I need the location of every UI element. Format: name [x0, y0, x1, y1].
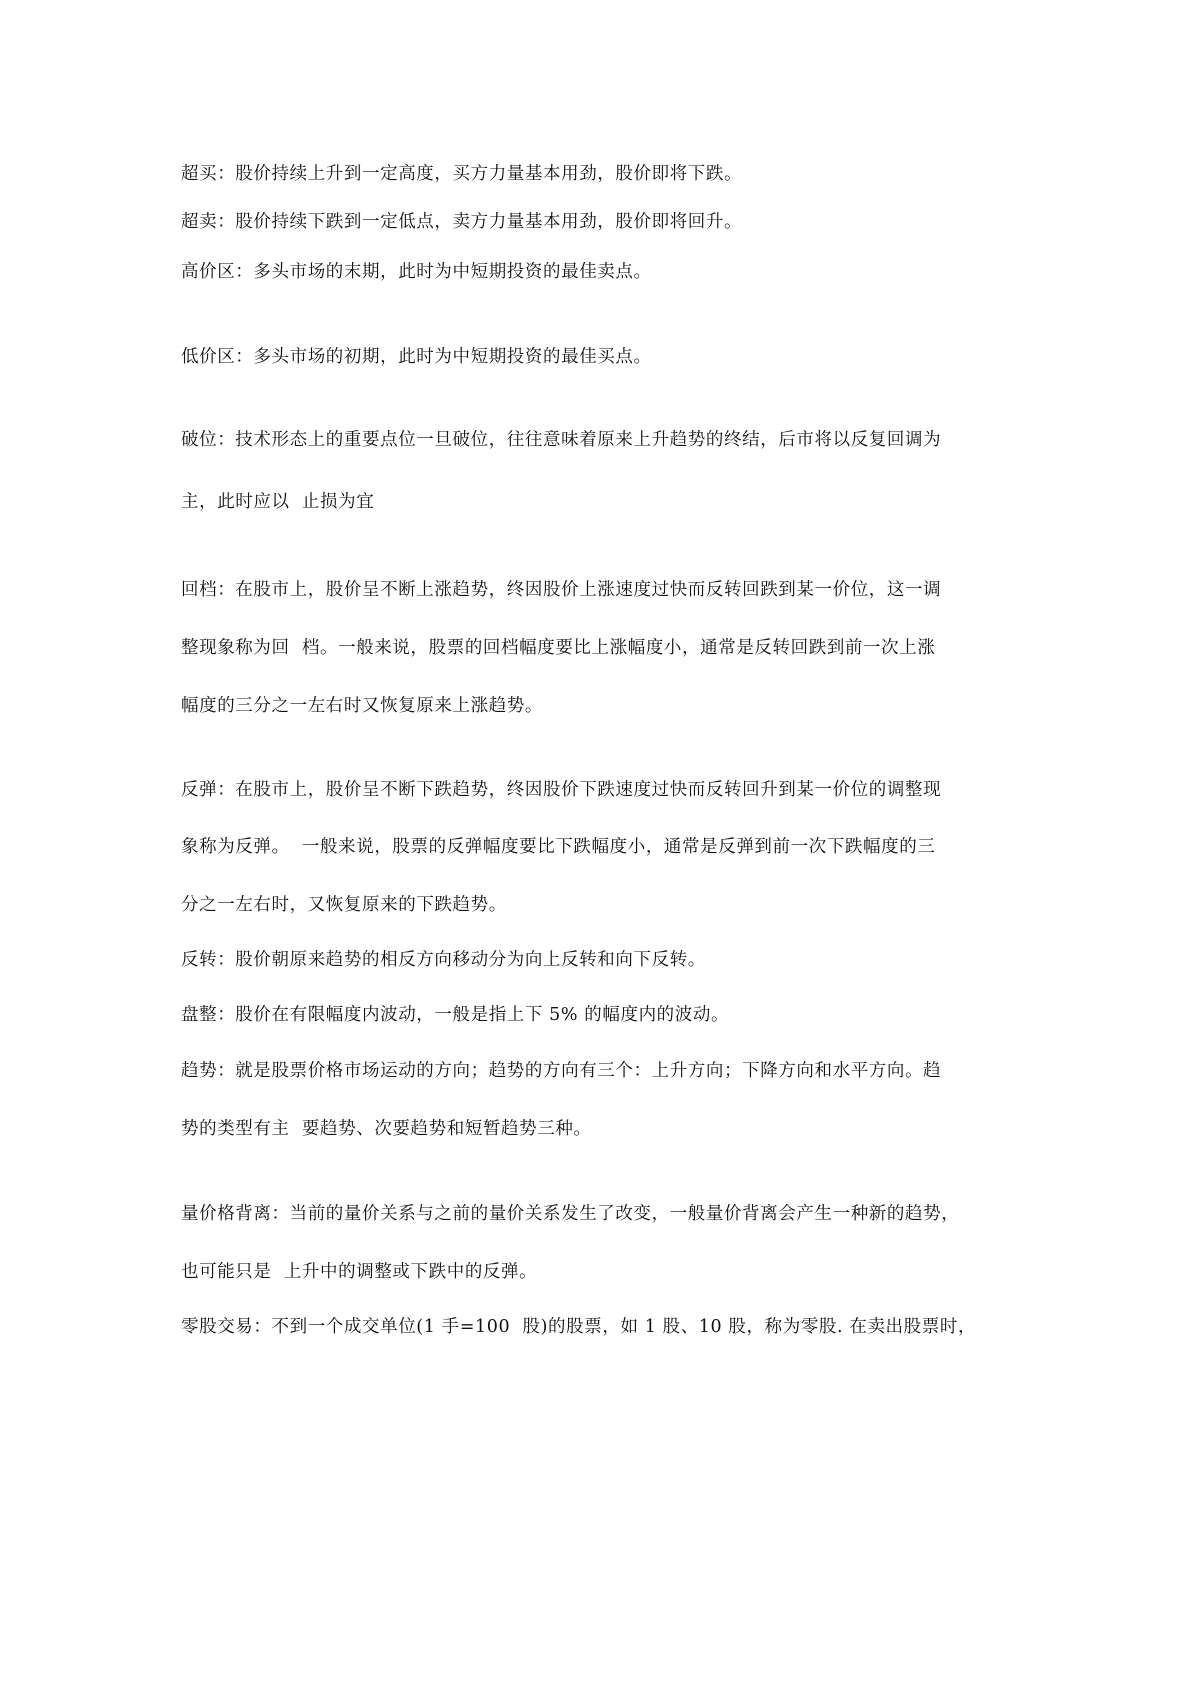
text-line-rebound-1: 反弹：在股市上，股价呈不断下跌趋势，终因股价下跌速度过快而反转回升到某一价位的调整现 [181, 780, 942, 800]
text-line-reversal: 反转：股价朝原来趋势的相反方向移动分为向上反转和向下反转。 [181, 950, 706, 970]
text-line-rebound-2: 象称为反弹。 一般来说，股票的反弹幅度要比下跌幅度小，通常是反弹到前一次下跌幅度的三 [181, 837, 936, 857]
text-line-low-price-zone: 低价区：多头市场的初期，此时为中短期投资的最佳买点。 [181, 347, 652, 367]
text-line-breakdown-2: 主，此时应以 止损为宜 [181, 492, 375, 512]
text-line-pullback-2: 整现象称为回 档。一般来说，股票的回档幅度要比上涨幅度小，通常是反转回跌到前一次上涨 [181, 638, 936, 658]
text-line-breakdown-1: 破位：技术形态上的重要点位一旦破位，往往意味着原来上升趋势的终结，后市将以反复回调为 [181, 430, 942, 450]
text-line-odd-lot: 零股交易：不到一个成交单位(1 手=100 股)的股票，如 1 股、10 股，称为零股. 在卖出股票时， [181, 1317, 977, 1337]
text-line-trend-1: 趋势：就是股票价格市场运动的方向；趋势的方向有三个：上升方向；下降方向和水平方向。趋 [181, 1061, 942, 1081]
text-line-rebound-3: 分之一左右时，又恢复原来的下跌趋势。 [181, 895, 507, 915]
text-line-pullback-1: 回档：在股市上，股价呈不断上涨趋势，终因股价上涨速度过快而反转回跌到某一价位，这一调 [181, 580, 942, 600]
text-line-overbought: 超买：股价持续上升到一定高度，买方力量基本用劲，股价即将下跌。 [181, 164, 743, 184]
text-line-oversold: 超卖：股价持续下跌到一定低点，卖方力量基本用劲，股价即将回升。 [181, 212, 743, 232]
text-line-consolidation: 盘整：股价在有限幅度内波动，一般是指上下 5% 的幅度内的波动。 [181, 1005, 730, 1025]
text-line-trend-2: 势的类型有主 要趋势、次要趋势和短暂趋势三种。 [181, 1119, 592, 1139]
text-line-divergence-1: 量价格背离：当前的量价关系与之前的量价关系发生了改变，一般量价背离会产生一种新的趋势， [181, 1204, 960, 1224]
text-line-high-price-zone: 高价区：多头市场的末期，此时为中短期投资的最佳卖点。 [181, 262, 652, 282]
text-line-pullback-3: 幅度的三分之一左右时又恢复原来上涨趋势。 [181, 696, 543, 716]
text-line-divergence-2: 也可能只是 上升中的调整或下跌中的反弹。 [181, 1262, 538, 1282]
